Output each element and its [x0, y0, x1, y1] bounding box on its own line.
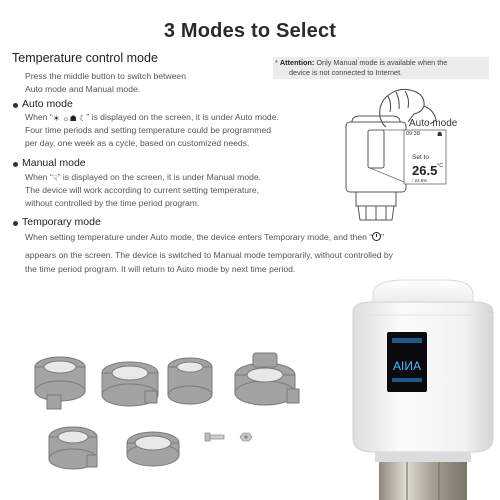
manual-mode-line2: The device will work according to current setting temperature,	[25, 185, 260, 195]
lcd-temperature: 26.5	[412, 163, 438, 178]
temperature-control-line1: Press the middle button to switch between	[25, 71, 186, 81]
lcd-bottom-status: ↑ 23.6%	[411, 178, 428, 183]
auto-mode-line2: Four time periods and setting temperature could be programmed	[25, 125, 272, 135]
adapter-4	[235, 353, 299, 405]
sun-icon: ☀	[52, 114, 60, 123]
temporary-mode-heading: Temporary mode	[22, 216, 101, 228]
auto-mode-bullet	[13, 103, 18, 108]
auto-mode-callout-label: Auto mode	[409, 118, 458, 129]
attention-text-line1: Only Manual mode is available when the	[314, 58, 448, 67]
clock-icon	[372, 232, 381, 241]
temporary-mode-bullet	[13, 221, 18, 226]
temperature-control-line2: Auto mode and Manual mode.	[25, 84, 141, 94]
house-icon: ☗	[69, 114, 77, 123]
auto-mode-line3: per day, one week as a cycle, based on customized needs.	[25, 138, 250, 148]
valve-adapters-photo	[25, 345, 335, 495]
temporary-mode-line1: When setting temperature under Auto mode, the device enters Temporary mode, and then “ ”	[25, 232, 385, 242]
attention-text-line2: device is not connected to Internet.	[289, 67, 403, 77]
device-screen-text: AIИA	[393, 359, 421, 373]
adapter-1	[35, 357, 85, 409]
lcd-set-to: Set to	[412, 154, 429, 161]
manual-mode-heading: Manual mode	[22, 157, 86, 169]
auto-mode-heading: Auto mode	[22, 98, 73, 110]
adapter-2	[102, 362, 158, 406]
manual-mode-line1: When “☟” is displayed on the screen, it is under Manual mode.	[25, 171, 261, 185]
attention-note	[273, 57, 489, 79]
page-title: 3 Modes to Select	[163, 20, 337, 42]
adapter-3	[168, 358, 212, 404]
attention-label: Attention:	[279, 58, 315, 67]
moon-icon: ☾	[79, 114, 87, 123]
lcd-home-icon: ☗	[437, 132, 443, 138]
adapter-5	[49, 427, 97, 469]
hand-icon: ☟	[52, 174, 58, 183]
sun-outline-icon: ☼	[62, 114, 70, 123]
temporary-mode-line2: appears on the screen. The device is switched to Manual mode temporarily, without controlled by	[25, 250, 393, 260]
attention-star-icon: *	[275, 58, 278, 67]
lcd-unit: °C	[437, 163, 444, 169]
temporary-mode-line3: the time period program. It will return to Auto mode by next time period.	[25, 264, 296, 274]
lcd-time: 09:38	[406, 131, 420, 137]
adapter-6	[127, 432, 179, 466]
manual-mode-bullet	[13, 162, 18, 167]
temperature-control-heading: Temperature control mode	[12, 51, 158, 65]
auto-mode-line1: When “☀ ☼☗ ☾” is displayed on the screen, it is under Auto mode.	[25, 111, 279, 125]
manual-mode-line3: without controlled by the time period program.	[25, 198, 200, 208]
thermostat-device-photo	[345, 270, 500, 500]
thermostat-outline	[346, 116, 406, 220]
screw-and-nut	[205, 433, 252, 441]
